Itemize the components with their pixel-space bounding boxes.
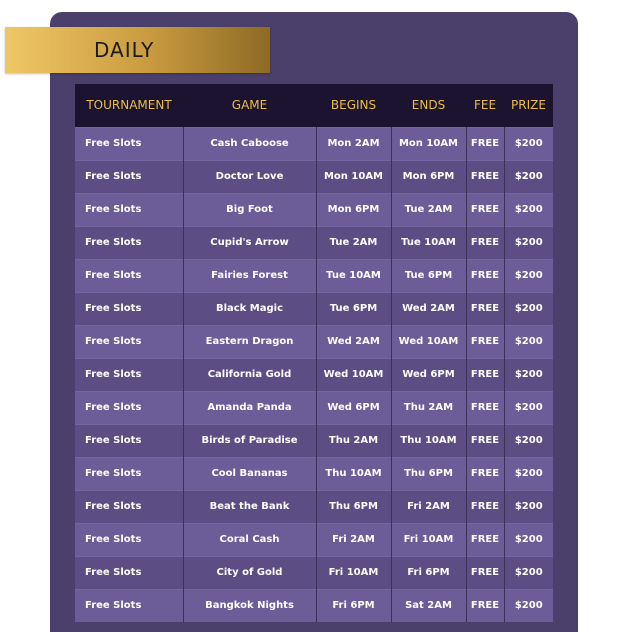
table-body	[75, 127, 553, 622]
cell-prize: $200	[504, 523, 553, 556]
cell-ends: Wed 6PM	[391, 358, 466, 391]
cell-game: City of Gold	[183, 556, 316, 589]
cell-fee: FREE	[466, 358, 504, 391]
cell-ends: Tue 6PM	[391, 259, 466, 292]
cell-fee: FREE	[466, 226, 504, 259]
cell-game: Eastern Dragon	[183, 325, 316, 358]
cell-tournament: Free Slots	[75, 556, 183, 589]
cell-tournament: Free Slots	[75, 259, 183, 292]
cell-ends: Mon 10AM	[391, 127, 466, 160]
cell-tournament: Free Slots	[75, 490, 183, 523]
cell-fee: FREE	[466, 160, 504, 193]
header-ends: ENDS	[411, 98, 446, 113]
cell-ends: Sat 2AM	[391, 589, 466, 622]
cell-begins: Wed 2AM	[316, 325, 391, 358]
cell-game: Fairies Forest	[183, 259, 316, 292]
cell-tournament: Free Slots	[75, 523, 183, 556]
header-prize: PRIZE	[511, 98, 546, 113]
table-row[interactable]	[75, 556, 553, 589]
cell-begins: Mon 6PM	[316, 193, 391, 226]
cell-game: Coral Cash	[183, 523, 316, 556]
cell-begins: Tue 2AM	[316, 226, 391, 259]
cell-prize: $200	[504, 424, 553, 457]
cell-prize: $200	[504, 391, 553, 424]
cell-tournament: Free Slots	[75, 391, 183, 424]
cell-game: Cool Bananas	[183, 457, 316, 490]
cell-game: Beat the Bank	[183, 490, 316, 523]
daily-tab[interactable]	[5, 27, 270, 73]
table-row[interactable]	[75, 457, 553, 490]
cell-ends: Wed 10AM	[391, 325, 466, 358]
cell-ends: Tue 2AM	[391, 193, 466, 226]
cell-game: Amanda Panda	[183, 391, 316, 424]
cell-tournament: Free Slots	[75, 457, 183, 490]
cell-tournament: Free Slots	[75, 589, 183, 622]
cell-ends: Fri 2AM	[391, 490, 466, 523]
cell-tournament: Free Slots	[75, 193, 183, 226]
cell-prize: $200	[504, 589, 553, 622]
cell-begins: Fri 6PM	[316, 589, 391, 622]
cell-tournament: Free Slots	[75, 358, 183, 391]
cell-begins: Fri 2AM	[316, 523, 391, 556]
schedule-table-container	[75, 84, 553, 622]
cell-fee: FREE	[466, 325, 504, 358]
cell-fee: FREE	[466, 259, 504, 292]
table-row[interactable]	[75, 259, 553, 292]
cell-prize: $200	[504, 226, 553, 259]
cell-tournament: Free Slots	[75, 160, 183, 193]
cell-ends: Wed 2AM	[391, 292, 466, 325]
cell-fee: FREE	[466, 523, 504, 556]
cell-game: Birds of Paradise	[183, 424, 316, 457]
cell-prize: $200	[504, 127, 553, 160]
cell-fee: FREE	[466, 589, 504, 622]
cell-tournament: Free Slots	[75, 424, 183, 457]
table-row[interactable]	[75, 589, 553, 622]
cell-game: Bangkok Nights	[183, 589, 316, 622]
cell-begins: Thu 6PM	[316, 490, 391, 523]
cell-fee: FREE	[466, 127, 504, 160]
cell-prize: $200	[504, 556, 553, 589]
cell-game: Cupid's Arrow	[183, 226, 316, 259]
daily-tab-label: DAILY	[94, 38, 155, 62]
cell-begins: Thu 10AM	[316, 457, 391, 490]
cell-tournament: Free Slots	[75, 292, 183, 325]
cell-game: Doctor Love	[183, 160, 316, 193]
header-tournament: TOURNAMENT	[86, 98, 172, 113]
cell-fee: FREE	[466, 556, 504, 589]
cell-ends: Thu 2AM	[391, 391, 466, 424]
cell-begins: Wed 10AM	[316, 358, 391, 391]
cell-ends: Fri 10AM	[391, 523, 466, 556]
cell-begins: Thu 2AM	[316, 424, 391, 457]
table-row[interactable]	[75, 160, 553, 193]
cell-tournament: Free Slots	[75, 127, 183, 160]
cell-ends: Fri 6PM	[391, 556, 466, 589]
cell-begins: Mon 10AM	[316, 160, 391, 193]
cell-prize: $200	[504, 193, 553, 226]
cell-game: Black Magic	[183, 292, 316, 325]
cell-fee: FREE	[466, 424, 504, 457]
cell-game: California Gold	[183, 358, 316, 391]
cell-ends: Thu 10AM	[391, 424, 466, 457]
table-row[interactable]	[75, 490, 553, 523]
table-row[interactable]	[75, 193, 553, 226]
table-header-row	[75, 84, 553, 127]
cell-fee: FREE	[466, 193, 504, 226]
cell-fee: FREE	[466, 391, 504, 424]
cell-fee: FREE	[466, 490, 504, 523]
cell-begins: Fri 10AM	[316, 556, 391, 589]
table-row[interactable]	[75, 226, 553, 259]
cell-ends: Tue 10AM	[391, 226, 466, 259]
table-row[interactable]	[75, 424, 553, 457]
schedule-table	[75, 84, 553, 622]
cell-begins: Tue 6PM	[316, 292, 391, 325]
cell-tournament: Free Slots	[75, 226, 183, 259]
cell-game: Cash Caboose	[183, 127, 316, 160]
cell-ends: Thu 6PM	[391, 457, 466, 490]
table-row[interactable]	[75, 127, 553, 160]
cell-begins: Mon 2AM	[316, 127, 391, 160]
cell-prize: $200	[504, 457, 553, 490]
table-row[interactable]	[75, 358, 553, 391]
cell-game: Big Foot	[183, 193, 316, 226]
table-row[interactable]	[75, 391, 553, 424]
cell-prize: $200	[504, 160, 553, 193]
header-begins: BEGINS	[330, 98, 377, 113]
cell-fee: FREE	[466, 292, 504, 325]
cell-prize: $200	[504, 259, 553, 292]
cell-prize: $200	[504, 358, 553, 391]
cell-prize: $200	[504, 325, 553, 358]
cell-ends: Mon 6PM	[391, 160, 466, 193]
cell-fee: FREE	[466, 457, 504, 490]
header-fee: FEE	[473, 98, 497, 113]
cell-tournament: Free Slots	[75, 325, 183, 358]
cell-begins: Tue 10AM	[316, 259, 391, 292]
table-row[interactable]	[75, 292, 553, 325]
table-row[interactable]	[75, 325, 553, 358]
header-game: GAME	[231, 98, 268, 113]
cell-prize: $200	[504, 490, 553, 523]
table-row[interactable]	[75, 523, 553, 556]
cell-prize: $200	[504, 292, 553, 325]
cell-begins: Wed 6PM	[316, 391, 391, 424]
